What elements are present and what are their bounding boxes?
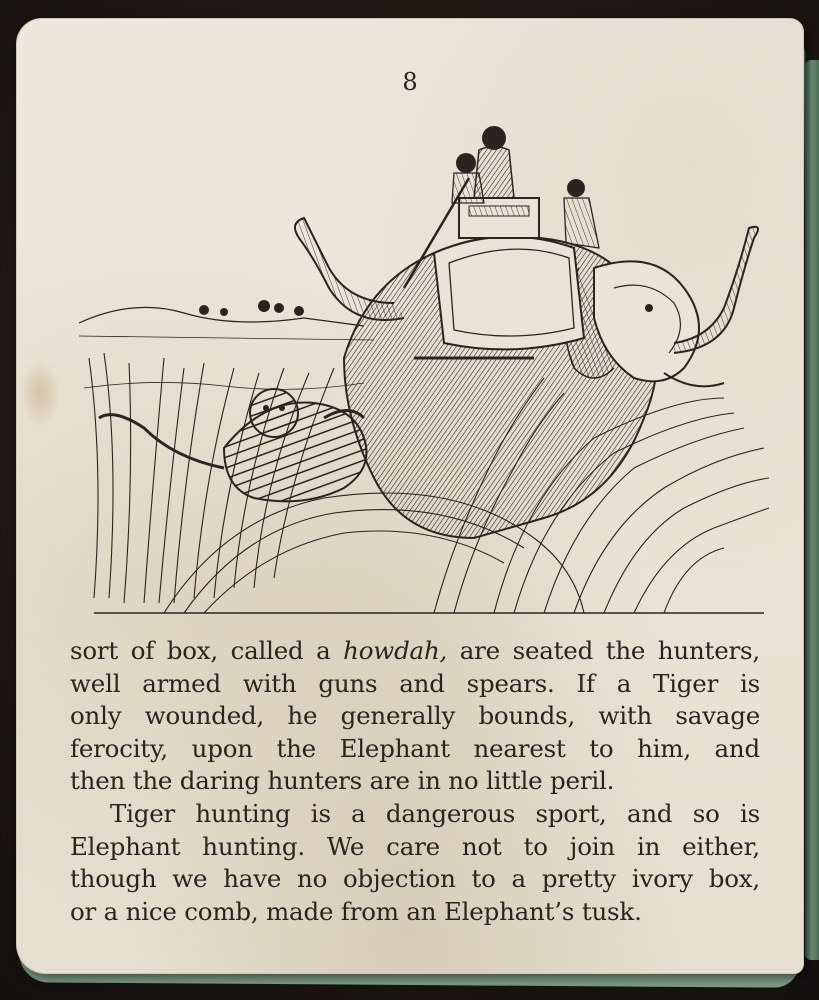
elephant-trunk-curl: [295, 218, 404, 320]
text-line: ferocity, upon the Elephant nearest to him, and: [70, 733, 760, 763]
text-line: or a nice comb, made from an Elephant’s tusk.: [70, 896, 642, 926]
tiger: [99, 389, 367, 501]
body-text: [70, 635, 760, 928]
text-line: then the daring hunters are in no little peril.: [70, 766, 615, 796]
book-binding: [805, 60, 819, 960]
elephant: [344, 227, 758, 538]
italic-term: howdah,: [343, 636, 448, 665]
text-line: sort of box, called a howdah, are seated the hunters,: [70, 636, 760, 665]
engraving-illustration: [74, 118, 774, 618]
paper-stain: [20, 358, 60, 428]
page-number: 8: [402, 68, 418, 96]
text-line: well armed with guns and spears. If a Tiger is: [70, 668, 760, 698]
book-page: [16, 18, 804, 974]
text-line: though we have no objection to a pretty ivory box,: [70, 864, 760, 894]
horizon-landscape: [79, 300, 374, 340]
text-line: only wounded, he generally bounds, with savage: [70, 701, 760, 731]
elephant-tiger-engraving: [74, 118, 774, 618]
text-line: Tiger hunting is a dangerous sport, and so is: [110, 798, 760, 828]
text-line: Elephant hunting. We care not to join in either,: [70, 831, 760, 861]
